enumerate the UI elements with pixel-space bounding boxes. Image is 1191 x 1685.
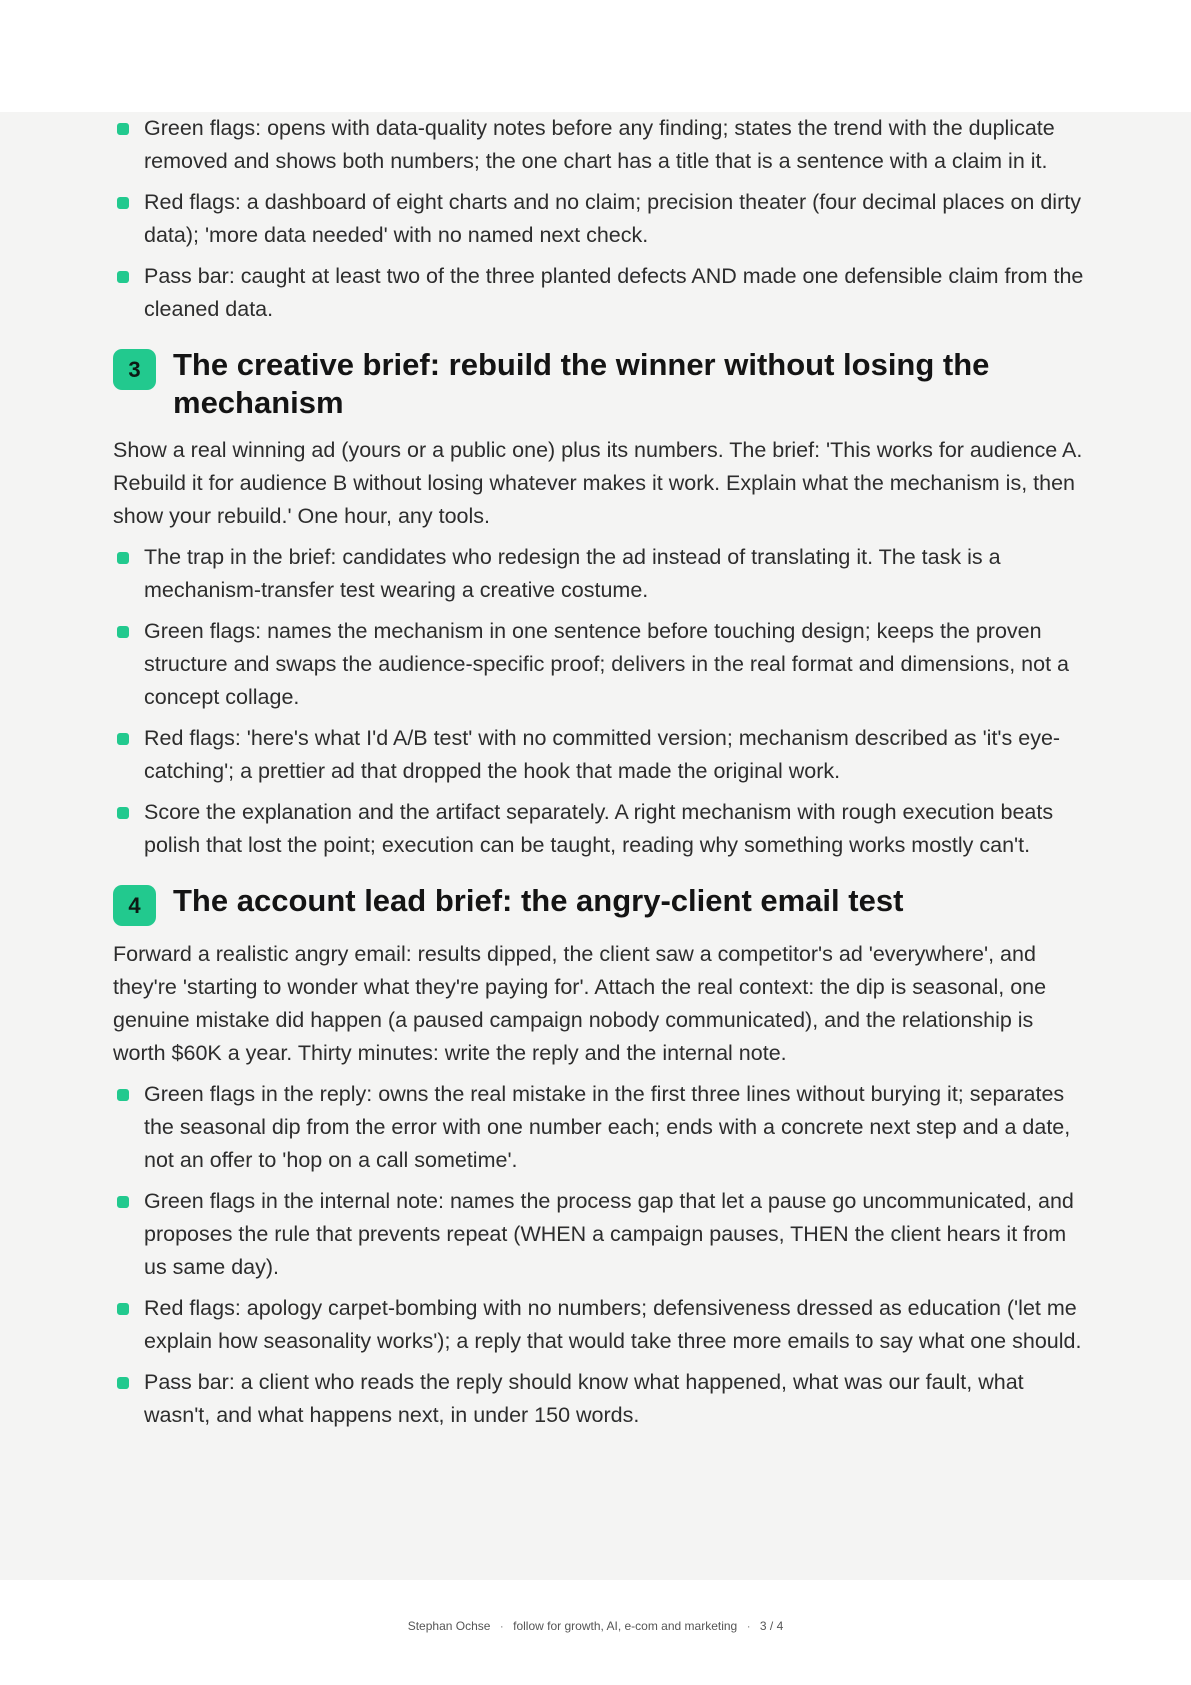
list-item bbox=[113, 722, 1088, 788]
page-footer bbox=[0, 1619, 1191, 1633]
bullet-text: Green flags: names the mechanism in one sentence before touching design; keeps the proven structure and swaps the audience-specific proof; delivers in the real format and dimensions, not a concept collage. bbox=[144, 619, 1069, 709]
bullet-icon bbox=[117, 1377, 129, 1389]
section-3-heading bbox=[113, 346, 1088, 422]
bullet-icon bbox=[117, 1303, 129, 1315]
bullet-text: Green flags in the internal note: names the process gap that let a pause go uncommunicated, and proposes the rule that prevents repeat (WHEN a campaign pauses, THEN the client hears it from us same day). bbox=[144, 1189, 1074, 1279]
bullet-icon bbox=[117, 733, 129, 745]
bullet-icon bbox=[117, 271, 129, 283]
list-item bbox=[113, 1366, 1088, 1432]
list-item bbox=[113, 1292, 1088, 1358]
bullet-text: Green flags: opens with data-quality notes before any finding; states the trend with the duplicate removed and shows both numbers; the one chart has a title that is a sentence with a claim in it. bbox=[144, 116, 1055, 173]
section-title: The creative brief: rebuild the winner without losing the mechanism bbox=[173, 347, 990, 420]
footer-author: Stephan Ochse bbox=[407, 1619, 491, 1633]
bullet-icon bbox=[117, 197, 129, 209]
footer-separator: · bbox=[746, 1619, 751, 1633]
bullet-text: Red flags: apology carpet-bombing with no numbers; defensiveness dressed as education ('let me explain how seasonality works'); a reply that would take three more emails to say what one should. bbox=[144, 1296, 1082, 1353]
list-item bbox=[113, 112, 1088, 178]
list-item bbox=[113, 796, 1088, 862]
list-item bbox=[113, 1078, 1088, 1177]
bullet-text: The trap in the brief: candidates who redesign the ad instead of translating it. The task is a mechanism-transfer test wearing a creative costume. bbox=[144, 545, 1001, 602]
page-number: 3 / 4 bbox=[759, 1619, 784, 1633]
section-3-bullet-list bbox=[113, 541, 1088, 862]
bullet-icon bbox=[117, 552, 129, 564]
bullet-text: Pass bar: caught at least two of the three planted defects AND made one defensible claim from the cleaned data. bbox=[144, 264, 1084, 321]
bullet-icon bbox=[117, 123, 129, 135]
bullet-text: Red flags: a dashboard of eight charts and no claim; precision theater (four decimal places on dirty data); 'more data needed' with no named next check. bbox=[144, 190, 1081, 247]
intro-bullet-list bbox=[113, 112, 1088, 326]
section-3-paragraph: Show a real winning ad (yours or a public one) plus its numbers. The brief: 'This works for audience A. Rebuild it for audience B without losing whatever makes it work. Explain what the mechanism is, then show your rebuild.' One hour, any tools. bbox=[113, 438, 1083, 528]
bullet-icon bbox=[117, 626, 129, 638]
section-4-bullet-list bbox=[113, 1078, 1088, 1432]
bullet-text: Pass bar: a client who reads the reply should know what happened, what was our fault, what wasn't, and what happens next, in under 150 words. bbox=[144, 1370, 1024, 1427]
section-4-paragraph: Forward a realistic angry email: results dipped, the client saw a competitor's ad 'everywhere', and they're 'starting to wonder what they're paying for'. Attach the real context: the dip is seasonal, one genuine mistake did happen (a paused campaign nobody communicated), and the relationship is worth $60K a year. Thirty minutes: write the reply and the internal note. bbox=[113, 942, 1047, 1065]
bullet-icon bbox=[117, 807, 129, 819]
footer-tagline: follow for growth, AI, e-com and marketing bbox=[513, 1619, 738, 1633]
list-item bbox=[113, 186, 1088, 252]
list-item bbox=[113, 541, 1088, 607]
section-number-badge: 3 bbox=[113, 349, 156, 390]
list-item bbox=[113, 1185, 1088, 1284]
section-4-heading bbox=[113, 882, 1088, 926]
bullet-icon bbox=[117, 1089, 129, 1101]
list-item bbox=[113, 615, 1088, 714]
footer-separator: · bbox=[499, 1619, 504, 1633]
bullet-text: Score the explanation and the artifact separately. A right mechanism with rough execution beats polish that lost the point; execution can be taught, reading why something works mostly can't. bbox=[144, 800, 1054, 857]
bullet-text: Red flags: 'here's what I'd A/B test' with no committed version; mechanism described as 'it's eye-catching'; a prettier ad that dropped the hook that made the original work. bbox=[144, 726, 1061, 783]
list-item bbox=[113, 260, 1088, 326]
page-content bbox=[113, 112, 1088, 1440]
section-title: The account lead brief: the angry-client email test bbox=[173, 883, 904, 918]
bullet-icon bbox=[117, 1196, 129, 1208]
section-number-badge: 4 bbox=[113, 885, 156, 926]
bullet-text: Green flags in the reply: owns the real mistake in the first three lines without burying it; separates the seasonal dip from the error with one number each; ends with a concrete next step and a date, not an offer to 'hop on a call sometime'. bbox=[144, 1082, 1071, 1172]
